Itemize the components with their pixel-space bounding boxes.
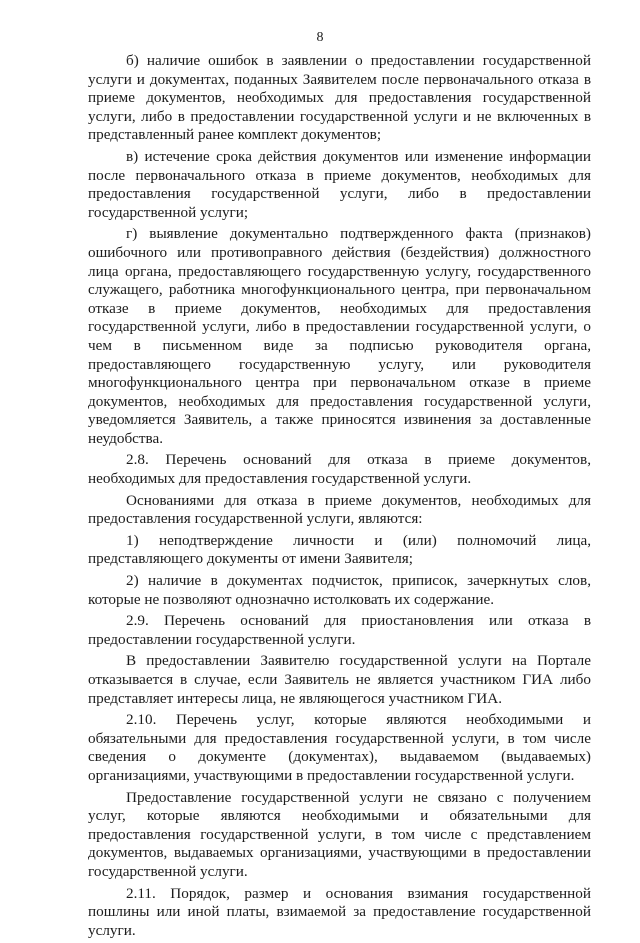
section-heading-2-10: 2.10. Перечень услуг, которые являются необходимыми и обязательными для предоставления государственной услуги, в том числе сведения о документе (документах), выдаваемом (выдаваемых) организациями, участвующими в предоставлении государственной услуги. [88,711,591,784]
document-body [88,52,591,943]
paragraph-item-v: в) истечение срока действия документов или изменение информации после первоначального отказа в приеме документов, необходимых для предоставления государственной услуги, либо в предоставлении государственной услуги; [88,147,591,221]
section-heading-2-11: 2.11. Порядок, размер и основания взимания государственной пошлины или иной платы, взимаемой за предоставление государственной услуги. [88,884,591,939]
paragraph-ground-1: 1) неподтверждение личности и (или) полномочий лица, представляющего документы от имени Заявителя; [88,531,591,568]
page-number: 8 [316,30,324,45]
section-heading-2-8: 2.8. Перечень оснований для отказа в приеме документов, необходимых для предоставления государственной услуги. [88,451,591,488]
paragraph-not-related: Предоставление государственной услуги не связано с получением услуг, которые являются необходимыми и обязательными для предоставления государственной услуги, в том числе с представлением документов, выдаваемых организациями, участвующими в предоставлении государственной услуги. [88,788,591,880]
section-heading-2-9: 2.9. Перечень оснований для приостановления или отказа в предоставлении государственной услуги. [88,612,591,648]
paragraph-portal-refusal: В предоставлении Заявителю государственной услуги на Портале отказывается в случае, если Заявитель не является участником ГИА либо представляет интересы лица, не являющегося участником ГИА. [88,652,591,707]
paragraph-ground-2: 2) наличие в документах подчисток, приписок, зачеркнутых слов, которые не позволяют однозначно истолковать их содержание. [88,572,591,608]
paragraph-grounds-intro: Основаниями для отказа в приеме документов, необходимых для предоставления государственной услуги, являются: [88,491,591,528]
paragraph-item-b: б) наличие ошибок в заявлении о предоставлении государственной услуги и документах, поданных Заявителем после первоначального отказа в приеме документов, необходимых для предоставления государственной услуги, либо в предоставлении государственной услуги и не включенных в представленный ранее комплект документов; [88,52,591,144]
paragraph-item-g: г) выявление документально подтвержденного факта (признаков) ошибочного или противоправного действия (бездействия) должностного лица органа, предоставляющего государственную услугу, государственного служащего, работника многофункционального центра, при первоначальном отказе в приеме документов, необходимых для предоставления государственной услуги, либо в предоставлении государственной услуги, о чем в письменном виде за подписью руководителя органа, предоставляющего государственную услугу, или руководителя многофункционального центра при первоначальном отказе в приеме документов, необходимых для предоставления государственной услуги, уведомляется Заявитель, а также приносятся извинения за доставленные неудобства. [88,225,591,447]
